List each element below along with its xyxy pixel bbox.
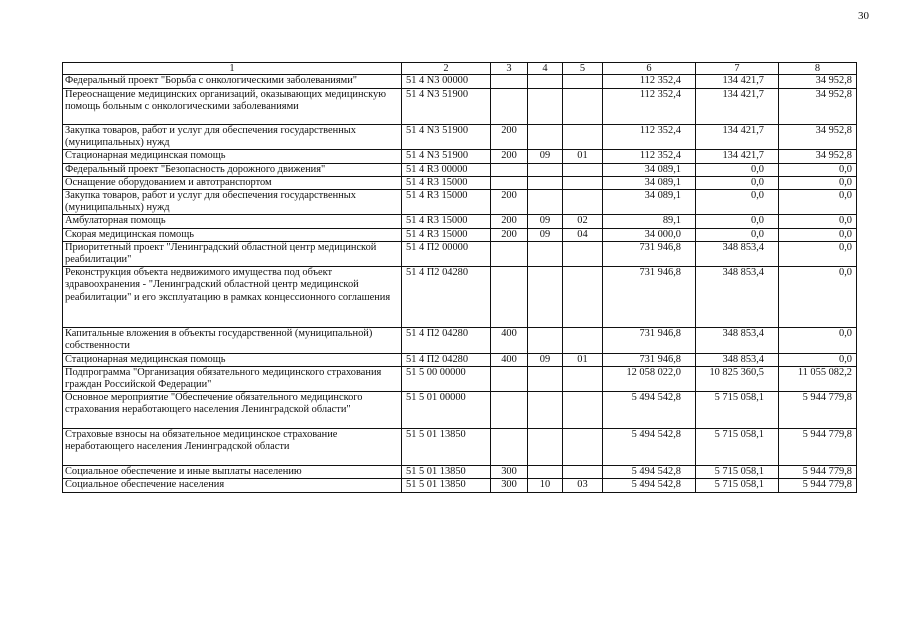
row-code: 51 4 R3 15000	[402, 215, 491, 228]
row-col3: 200	[491, 150, 528, 163]
row-value-7: 348 853,4	[696, 241, 779, 266]
table-row	[63, 466, 857, 479]
row-col4	[528, 241, 563, 266]
table-row	[63, 190, 857, 215]
row-value-6: 5 494 542,8	[603, 429, 696, 466]
row-col4	[528, 89, 563, 125]
row-col4: 09	[528, 228, 563, 241]
row-col3: 300	[491, 466, 528, 479]
row-col4	[528, 392, 563, 429]
row-value-6: 112 352,4	[603, 89, 696, 125]
row-value-8: 0,0	[779, 190, 857, 215]
row-code: 51 4 П2 04280	[402, 353, 491, 366]
row-name: Переоснащение медицинских организаций, оказывающих медицинскую помощь больным с онкологическими заболеваниями	[63, 89, 402, 125]
row-value-6: 731 946,8	[603, 267, 696, 328]
row-col3: 200	[491, 190, 528, 215]
row-col5	[563, 190, 603, 215]
row-value-8: 34 952,8	[779, 150, 857, 163]
row-name: Амбулаторная помощь	[63, 215, 402, 228]
row-col3	[491, 392, 528, 429]
row-value-7: 134 421,7	[696, 125, 779, 150]
row-value-6: 5 494 542,8	[603, 392, 696, 429]
table-row	[63, 215, 857, 228]
table-row	[63, 429, 857, 466]
table-row	[63, 75, 857, 89]
row-value-8: 0,0	[779, 241, 857, 266]
row-col4	[528, 163, 563, 176]
row-value-7: 5 715 058,1	[696, 479, 779, 492]
row-value-8: 5 944 779,8	[779, 429, 857, 466]
row-code: 51 4 N3 51900	[402, 89, 491, 125]
row-value-7: 134 421,7	[696, 89, 779, 125]
row-col4: 10	[528, 479, 563, 492]
row-name: Приоритетный проект "Ленинградский областной центр медицинской реабилитации"	[63, 241, 402, 266]
row-col4	[528, 125, 563, 150]
row-code: 51 5 00 00000	[402, 366, 491, 391]
table-row	[63, 89, 857, 125]
table-row	[63, 328, 857, 353]
row-value-7: 348 853,4	[696, 267, 779, 328]
row-value-7: 5 715 058,1	[696, 466, 779, 479]
row-value-6: 112 352,4	[603, 150, 696, 163]
header-cell: 7	[696, 63, 779, 75]
row-value-8: 5 944 779,8	[779, 466, 857, 479]
row-col3	[491, 176, 528, 189]
row-name: Федеральный проект "Безопасность дорожного движения"	[63, 163, 402, 176]
row-name: Социальное обеспечение населения	[63, 479, 402, 492]
row-col5: 04	[563, 228, 603, 241]
row-col4	[528, 328, 563, 353]
row-col3: 400	[491, 328, 528, 353]
row-col5	[563, 163, 603, 176]
row-name: Реконструкция объекта недвижимого имущества под объект здравоохранения - "Ленинградский областной центр медицинской реабилитации" и его эксплуатацию в рамках концессионного соглашения	[63, 267, 402, 328]
row-value-6: 731 946,8	[603, 353, 696, 366]
row-col4	[528, 366, 563, 391]
row-value-6: 89,1	[603, 215, 696, 228]
row-col3	[491, 429, 528, 466]
row-value-6: 731 946,8	[603, 328, 696, 353]
table-row	[63, 176, 857, 189]
row-name: Капитальные вложения в объекты государственной (муниципальной) собственности	[63, 328, 402, 353]
table-row	[63, 125, 857, 150]
row-code: 51 5 01 13850	[402, 429, 491, 466]
table-body	[63, 63, 857, 493]
row-value-7: 5 715 058,1	[696, 392, 779, 429]
row-col5	[563, 176, 603, 189]
header-cell: 1	[63, 63, 402, 75]
row-code: 51 4 N3 51900	[402, 125, 491, 150]
row-code: 51 4 R3 15000	[402, 176, 491, 189]
row-col3: 300	[491, 479, 528, 492]
row-col5	[563, 392, 603, 429]
row-col3	[491, 366, 528, 391]
row-value-8: 0,0	[779, 163, 857, 176]
row-col3	[491, 89, 528, 125]
page-number: 30	[858, 10, 869, 22]
table-row	[63, 150, 857, 163]
row-code: 51 4 П2 04280	[402, 328, 491, 353]
row-code: 51 5 01 00000	[402, 392, 491, 429]
row-col3	[491, 75, 528, 89]
row-col4: 09	[528, 353, 563, 366]
row-col4	[528, 190, 563, 215]
row-name: Подпрограмма "Организация обязательного медицинского страхования граждан Российской Федерации"	[63, 366, 402, 391]
row-value-7: 134 421,7	[696, 75, 779, 89]
row-value-6: 12 058 022,0	[603, 366, 696, 391]
row-value-7: 5 715 058,1	[696, 429, 779, 466]
header-cell: 5	[563, 63, 603, 75]
row-col4	[528, 267, 563, 328]
row-value-6: 112 352,4	[603, 75, 696, 89]
row-col5	[563, 328, 603, 353]
row-value-8: 34 952,8	[779, 125, 857, 150]
row-col3: 200	[491, 125, 528, 150]
row-value-6: 34 089,1	[603, 176, 696, 189]
row-value-8: 0,0	[779, 267, 857, 328]
row-value-6: 34 000,0	[603, 228, 696, 241]
table-row	[63, 353, 857, 366]
row-col3	[491, 267, 528, 328]
row-code: 51 4 N3 51900	[402, 150, 491, 163]
table-row	[63, 392, 857, 429]
row-col4	[528, 176, 563, 189]
row-value-7: 0,0	[696, 228, 779, 241]
row-value-6: 5 494 542,8	[603, 479, 696, 492]
row-name: Закупка товаров, работ и услуг для обеспечения государственных (муниципальных) нужд	[63, 190, 402, 215]
row-value-7: 10 825 360,5	[696, 366, 779, 391]
row-col4	[528, 466, 563, 479]
row-name: Федеральный проект "Борьба с онкологическими заболеваниями"	[63, 75, 402, 89]
row-col5	[563, 429, 603, 466]
table-row	[63, 163, 857, 176]
row-code: 51 4 П2 00000	[402, 241, 491, 266]
row-col5	[563, 466, 603, 479]
row-col3	[491, 241, 528, 266]
row-code: 51 4 R3 15000	[402, 190, 491, 215]
row-col5: 02	[563, 215, 603, 228]
row-value-8: 0,0	[779, 328, 857, 353]
row-value-6: 34 089,1	[603, 190, 696, 215]
row-col3: 400	[491, 353, 528, 366]
row-col5	[563, 267, 603, 328]
header-cell: 8	[779, 63, 857, 75]
header-cell: 4	[528, 63, 563, 75]
row-value-8: 34 952,8	[779, 89, 857, 125]
row-col5	[563, 241, 603, 266]
row-value-7: 134 421,7	[696, 150, 779, 163]
row-value-7: 0,0	[696, 215, 779, 228]
row-col5	[563, 75, 603, 89]
row-code: 51 4 R3 15000	[402, 228, 491, 241]
table-row	[63, 479, 857, 492]
budget-table	[62, 62, 857, 493]
row-value-8: 0,0	[779, 176, 857, 189]
row-name: Скорая медицинская помощь	[63, 228, 402, 241]
row-value-7: 348 853,4	[696, 353, 779, 366]
row-value-6: 5 494 542,8	[603, 466, 696, 479]
row-col3	[491, 163, 528, 176]
row-value-7: 0,0	[696, 176, 779, 189]
row-name: Стационарная медицинская помощь	[63, 353, 402, 366]
row-col5: 03	[563, 479, 603, 492]
table-row	[63, 241, 857, 266]
row-value-7: 0,0	[696, 163, 779, 176]
row-col5: 01	[563, 353, 603, 366]
row-col4: 09	[528, 150, 563, 163]
table-row	[63, 228, 857, 241]
table-header-row	[63, 63, 857, 75]
row-name: Оснащение оборудованием и автотранспортом	[63, 176, 402, 189]
header-cell: 3	[491, 63, 528, 75]
row-value-8: 34 952,8	[779, 75, 857, 89]
row-name: Социальное обеспечение и иные выплаты населению	[63, 466, 402, 479]
header-cell: 2	[402, 63, 491, 75]
row-value-8: 0,0	[779, 228, 857, 241]
row-name: Стационарная медицинская помощь	[63, 150, 402, 163]
table-row	[63, 267, 857, 328]
row-col5: 01	[563, 150, 603, 163]
row-name: Закупка товаров, работ и услуг для обеспечения государственных (муниципальных) нужд	[63, 125, 402, 150]
row-col4: 09	[528, 215, 563, 228]
row-col5	[563, 366, 603, 391]
row-name: Страховые взносы на обязательное медицинское страхование неработающего населения Ленинградской области	[63, 429, 402, 466]
row-value-6: 34 089,1	[603, 163, 696, 176]
header-cell: 6	[603, 63, 696, 75]
row-value-8: 0,0	[779, 353, 857, 366]
table-row	[63, 366, 857, 391]
row-col4	[528, 429, 563, 466]
row-code: 51 4 N3 00000	[402, 75, 491, 89]
row-code: 51 4 R3 00000	[402, 163, 491, 176]
row-code: 51 5 01 13850	[402, 466, 491, 479]
row-col5	[563, 89, 603, 125]
row-col5	[563, 125, 603, 150]
row-col4	[528, 75, 563, 89]
row-code: 51 4 П2 04280	[402, 267, 491, 328]
row-value-8: 11 055 082,2	[779, 366, 857, 391]
row-name: Основное мероприятие "Обеспечение обязательного медицинского страхования неработающего населения Ленинградской области"	[63, 392, 402, 429]
row-value-6: 112 352,4	[603, 125, 696, 150]
row-value-8: 0,0	[779, 215, 857, 228]
row-col3: 200	[491, 228, 528, 241]
row-value-7: 0,0	[696, 190, 779, 215]
row-value-8: 5 944 779,8	[779, 392, 857, 429]
row-code: 51 5 01 13850	[402, 479, 491, 492]
row-value-7: 348 853,4	[696, 328, 779, 353]
row-value-6: 731 946,8	[603, 241, 696, 266]
row-value-8: 5 944 779,8	[779, 479, 857, 492]
row-col3: 200	[491, 215, 528, 228]
